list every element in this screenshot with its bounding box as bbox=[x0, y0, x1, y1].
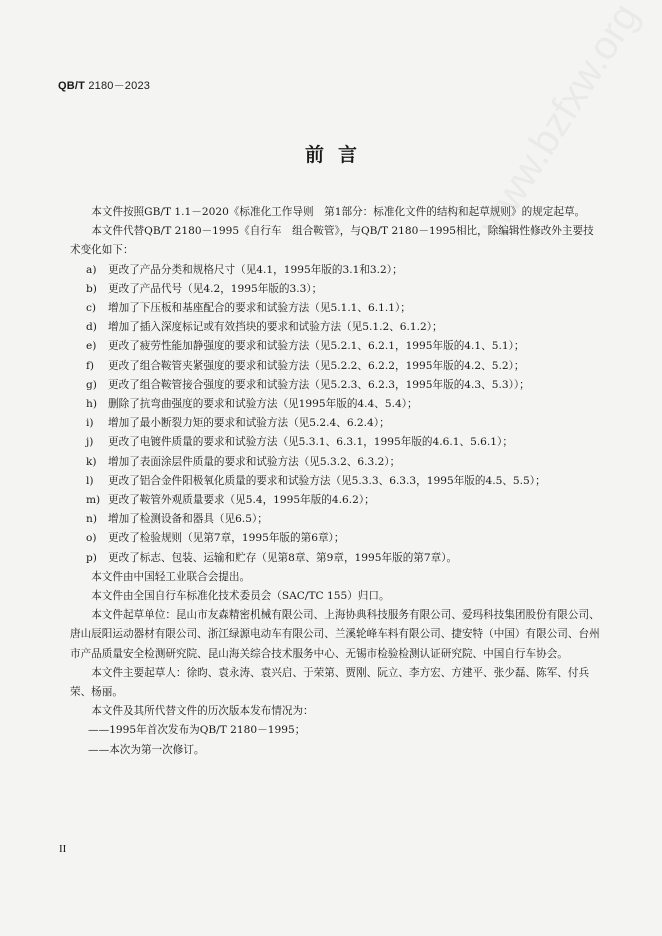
page-title: 前言 bbox=[304, 144, 371, 166]
list-item bbox=[70, 433, 600, 452]
list-item-text: 增加了最小断裂力矩的要求和试验方法（见5.2.4、6.2.4）； bbox=[108, 417, 390, 430]
list-item-text: 增加了下压板和基座配合的要求和试验方法（见5.1.1、6.1.1）； bbox=[108, 302, 411, 315]
drafting-units-paragraph: 本文件起草单位：昆山市友森精密机械有限公司、上海协典科技服务有限公司、爱玛科技集团股份有限公司、唐山辰阳运动器材有限公司、浙江绿源电动车有限公司、兰溪轮峰车料有限公司、捷安特（中国）有限公司、台州市产品质量安全检测研究院、昆山海关综合技术服务中心、无锡市检验检测认证研究院、中国自行车协会。 bbox=[70, 609, 600, 660]
list-item bbox=[70, 549, 600, 568]
list-item-text: 更改了标志、包装、运输和贮存（见第8章、第9章，1995年版的第7章）。 bbox=[108, 551, 458, 564]
list-item bbox=[70, 357, 600, 376]
list-item-text: 增加了插入深度标记或有效挡块的要求和试验方法（见5.1.2、6.1.2）； bbox=[108, 321, 443, 334]
list-item-label: c) bbox=[86, 302, 97, 315]
intro-paragraph-1: 本文件按照GB/T 1.1－2020《标准化工作导则 第1部分：标准化文件的结构和起草规则》的规定起草。 bbox=[91, 206, 586, 218]
list-item-label: m) bbox=[86, 494, 101, 507]
list-item-label: a) bbox=[86, 263, 97, 276]
list-item bbox=[70, 529, 600, 548]
list-item-label: k) bbox=[86, 455, 97, 468]
list-item-text: 更改了电镀件质量的要求和试验方法（见5.3.1、6.3.1，1995年版的4.6.1、5.6.1）； bbox=[108, 436, 513, 449]
list-item-text: 更改了鞍管外观质量要求（见5.4，1995年版的4.6.2）； bbox=[108, 494, 375, 507]
proposer-paragraph: 本文件由中国轻工业联合会提出。 bbox=[91, 570, 251, 583]
list-item-text: 更改了组合鞍管夹紧强度的要求和试验方法（见5.2.2、6.2.2，1995年版的4.2、5.2）； bbox=[108, 359, 525, 372]
list-item bbox=[70, 337, 600, 356]
list-item-label: i) bbox=[86, 417, 94, 430]
list-item bbox=[70, 510, 600, 529]
list-item-text: 更改了组合鞍管接合强度的要求和试验方法（见5.2.3、6.2.3，1995年版的4.3、5.3））； bbox=[108, 378, 530, 391]
list-item-label: h) bbox=[86, 398, 97, 411]
list-item-text: 增加了表面涂层件质量的要求和试验方法（见5.3.2、6.3.2）； bbox=[108, 455, 401, 468]
list-item-text: 增加了检测设备和器具（见6.5）； bbox=[108, 513, 268, 526]
list-item bbox=[70, 318, 600, 337]
drafters-paragraph: 本文件主要起草人：徐昀、袁永涛、袁兴启、于荣第、贾刚、阮立、李方宏、方建平、张少磊、陈军、付兵荣、杨丽。 bbox=[70, 666, 590, 699]
list-item-text: 更改了铝合金件阳极氧化质量的要求和试验方法（见5.3.3、6.3.3，1995年版的4.5、5.5）； bbox=[108, 474, 546, 487]
list-item-label: b) bbox=[86, 282, 97, 295]
list-item bbox=[70, 491, 600, 510]
history-intro-paragraph: 本文件及其所代替文件的历次版本发布情况为： bbox=[91, 705, 314, 718]
list-item-label: f) bbox=[86, 359, 95, 372]
list-item bbox=[70, 299, 600, 318]
list-item bbox=[70, 376, 600, 395]
list-item-text: 删除了抗弯曲强度的要求和试验方法（见1995年版的4.4、5.4）； bbox=[108, 398, 418, 411]
change-list bbox=[70, 261, 600, 568]
list-item-label: n) bbox=[86, 513, 97, 526]
list-item-label: l) bbox=[86, 474, 94, 487]
standard-code bbox=[58, 77, 150, 93]
history-item: ——本次为第一次修订。 bbox=[88, 743, 205, 756]
standard-code-prefix: QB/T bbox=[58, 80, 86, 92]
list-item-text: 更改了检验规则（见第7章，1995年版的第6章）； bbox=[108, 532, 345, 545]
list-item bbox=[70, 472, 600, 491]
foreword-body bbox=[70, 203, 600, 760]
list-item bbox=[70, 395, 600, 414]
list-item-text: 更改了产品分类和规格尺寸（见4.1，1995年版的3.1和3.2）； bbox=[108, 263, 403, 276]
list-item bbox=[70, 453, 600, 472]
standard-code-number: 2180－2023 bbox=[85, 80, 151, 92]
page-number: II bbox=[59, 843, 67, 855]
list-item bbox=[70, 414, 600, 433]
list-item-text: 更改了疲劳性能加静强度的要求和试验方法（见5.2.1、6.2.1，1995年版的4.1、5.1）； bbox=[108, 340, 525, 353]
list-item bbox=[70, 261, 600, 280]
list-item-text: 更改了产品代号（见4.2，1995年版的3.3）； bbox=[108, 282, 323, 295]
list-item-label: e) bbox=[86, 340, 97, 353]
history-item: ——1995年首次发布为QB/T 2180－1995； bbox=[88, 724, 306, 737]
intro-paragraph-2: 本文件代替QB/T 2180－1995《自行车 组合鞍管》，与QB/T 2180－1995相比，除编辑性修改外主要技术变化如下： bbox=[70, 225, 594, 257]
list-item-label: o) bbox=[86, 532, 97, 545]
list-item bbox=[70, 280, 600, 299]
list-item-label: g) bbox=[86, 378, 97, 391]
list-item-label: p) bbox=[86, 551, 97, 564]
list-item-label: j) bbox=[86, 436, 94, 449]
committee-paragraph: 本文件由全国自行车标准化技术委员会（SAC/TC 155）归口。 bbox=[91, 590, 390, 603]
list-item-label: d) bbox=[86, 321, 97, 334]
